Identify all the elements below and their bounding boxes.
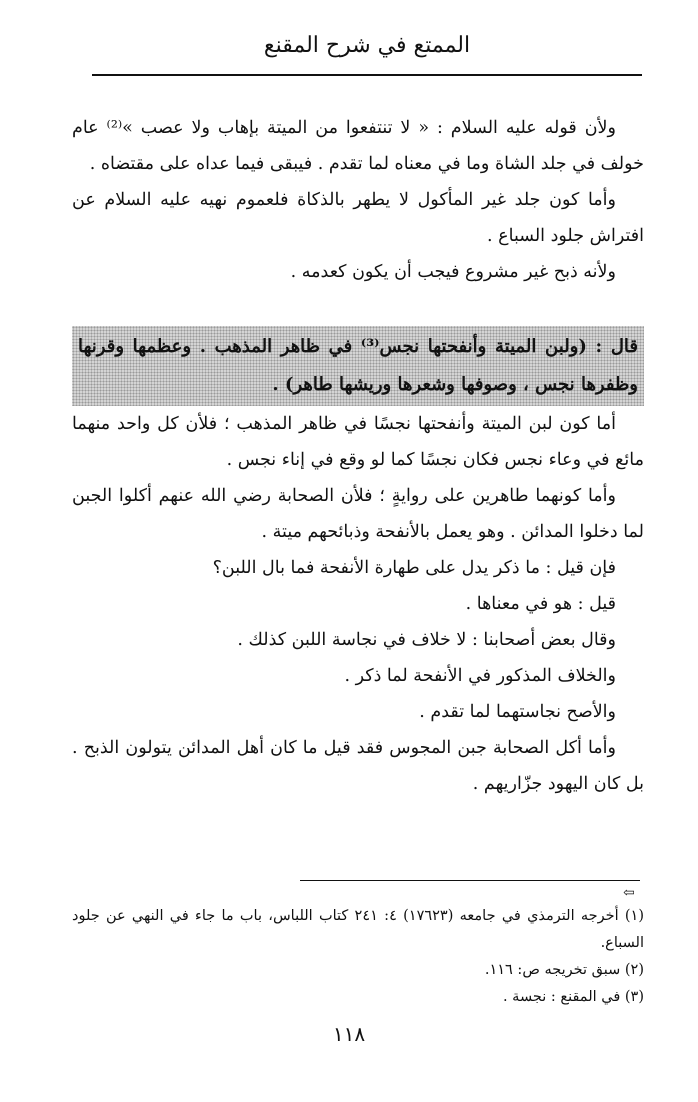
paragraph: أما كون لبن الميتة وأنفحتها نجسًا في ظاهر المذهب ؛ فلأن كل واحد منهما مائع في وعاء نجس فكان نجسًا كما لو وقع في إناء نجس . [72,414,644,470]
footnote: (٢) سبق تخريجه ص: ١١٦. [484,962,644,978]
paragraph: وأما كونهما طاهرين على روايةٍ ؛ فلأن الصحابة رضي الله عنهم أكلوا الجبن لما دخلوا المدائن . وهو يعمل بالأنفحة وذبائحهم ميتة . [72,486,644,542]
running-header [92,28,642,76]
main-text [72,110,644,802]
paragraph: فإن قيل : ما ذكر يدل على طهارة الأنفحة فما بال اللبن؟ [212,558,616,578]
paragraph: وأما أكل الصحابة جبن المجوس فقد قيل ما كان أهل المدائن يتولون الذبح . بل كان اليهود جزّاريهم . [72,738,644,794]
footnote: (١) أخرجه الترمذي في جامعه (١٧٦٢٣) ٤: ٢٤١ كتاب اللباس، باب ما جاء في النهي عن جلود السباع. [72,908,644,951]
header-title: الممتع في شرح المقنع [263,33,471,58]
continuation-arrow-icon: ⇦ [623,885,635,901]
quoted-matn-block: قال : (ولبن الميتة وأنفحتها نجس⁽³⁾ في ظاهر المذهب . وعظمها وقرنها وظفرها نجس ، وصوفها وشعرها وريشها طاهر) . [72,326,644,406]
paragraph: والأصح نجاستهما لما تقدم . [419,702,616,722]
footnote-separator [300,880,640,881]
footnotes [72,903,644,1011]
paragraph: ولأن قوله عليه السلام : « لا تنتفعوا من الميتة بإهاب ولا عصب »⁽²⁾ عام خولف في جلد الشاة وما في معناه لما تقدم . فيبقى فيما عداه على مقتضاه . [72,118,644,174]
paragraph: قيل : هو في معناها . [465,594,616,614]
spacer [72,290,644,326]
paragraph: ولأنه ذبح غير مشروع فيجب أن يكون كعدمه . [290,262,616,282]
footnote: (٣) في المقنع : نجسة . [502,989,644,1005]
page-number: ١١٨ [332,1022,366,1046]
paragraph: وأما كون جلد غير المأكول لا يطهر بالذكاة فلعموم نهيه عليه السلام عن افتراش جلود السباع . [72,190,644,246]
paragraph: وقال بعض أصحابنا : لا خلاف في نجاسة اللبن كذلك . [237,630,616,650]
paragraph: والخلاف المذكور في الأنفحة لما ذكر . [344,666,616,686]
